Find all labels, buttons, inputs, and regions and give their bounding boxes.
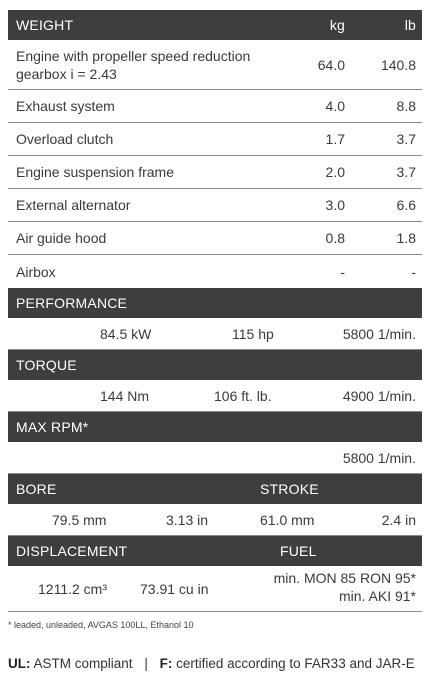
weight-lb: 1.8 <box>396 230 416 246</box>
weight-row <box>8 222 422 255</box>
unit-lb: lb <box>404 17 416 33</box>
legend-separator: | <box>144 656 148 671</box>
bore-mm: 79.5 mm <box>52 512 107 528</box>
displacement-heading: DISPLACEMENT <box>16 543 128 559</box>
weight-item-name: Engine suspension frame <box>16 164 174 180</box>
fuel-line1: min. MON 85 RON 95* <box>273 570 416 586</box>
weight-lb: 140.8 <box>380 56 416 73</box>
weight-header <box>8 10 422 40</box>
bore-in: 3.13 in <box>166 512 209 528</box>
torque-header <box>8 350 422 380</box>
torque-rpm: 4900 1/min. <box>342 388 416 404</box>
fuel-heading: FUEL <box>280 543 317 559</box>
weight-item-name-line2: gearbox i = 2.43 <box>16 65 117 82</box>
weight-kg: 4.0 <box>325 98 345 114</box>
spec-sheet <box>8 10 422 612</box>
stroke-heading: STROKE <box>260 481 319 497</box>
footnote: * leaded, unleaded, AVGAS 100LL, Ethanol 10 <box>8 620 194 630</box>
performance-values <box>8 318 422 350</box>
displacement-cuin: 73.91 cu in <box>140 581 209 597</box>
certification-legend <box>8 656 415 671</box>
displacement-fuel-values <box>8 566 422 612</box>
max-rpm-heading: MAX RPM* <box>16 419 89 435</box>
max-rpm-value: 5800 1/min. <box>342 450 416 466</box>
torque-values <box>8 380 422 412</box>
weight-row <box>8 90 422 123</box>
weight-item-name: External alternator <box>16 197 131 213</box>
weight-row <box>8 189 422 222</box>
weight-kg: 3.0 <box>325 197 345 213</box>
f-text: certified according to FAR33 and JAR-E <box>176 656 415 671</box>
weight-kg: 64.0 <box>317 56 345 73</box>
ul-text: ASTM compliant <box>33 656 133 671</box>
bore-stroke-values <box>8 504 422 536</box>
performance-heading: PERFORMANCE <box>16 295 128 311</box>
torque-nm: 144 Nm <box>100 388 150 404</box>
stroke-mm: 61.0 mm <box>260 512 315 528</box>
displacement-cm3: 1211.2 cm³ <box>38 581 107 597</box>
weight-row <box>8 156 422 189</box>
weight-lb: - <box>411 263 416 280</box>
torque-ftlb: 106 ft. lb. <box>214 388 272 404</box>
bore-stroke-header <box>8 474 422 504</box>
weight-kg: 2.0 <box>325 164 345 180</box>
weight-kg: 1.7 <box>325 131 345 147</box>
weight-item-name: Air guide hood <box>16 230 107 246</box>
weight-item-name: Airbox <box>16 263 56 280</box>
weight-lb: 3.7 <box>396 131 416 147</box>
weight-item-name: Exhaust system <box>16 98 115 114</box>
weight-lb: 6.6 <box>396 197 416 213</box>
ul-key: UL: <box>8 656 31 671</box>
power-kw: 84.5 kW <box>100 326 152 342</box>
power-hp: 115 hp <box>232 326 274 342</box>
weight-lb: 8.8 <box>396 98 416 114</box>
max-rpm-header <box>8 412 422 442</box>
weight-kg: 0.8 <box>325 230 345 246</box>
torque-heading: TORQUE <box>16 357 77 373</box>
weight-item-name <box>8 47 275 83</box>
weight-lb: 3.7 <box>396 164 416 180</box>
unit-kg: kg <box>329 17 345 33</box>
weight-row <box>8 123 422 156</box>
f-key: F: <box>159 656 173 671</box>
weight-kg: - <box>340 263 345 280</box>
performance-header <box>8 288 422 318</box>
weight-row <box>8 255 422 288</box>
weight-item-name-line1: Engine with propeller speed reduction <box>16 47 251 64</box>
max-rpm-values <box>8 442 422 474</box>
stroke-in: 2.4 in <box>381 512 416 528</box>
displacement-fuel-header <box>8 536 422 566</box>
weight-heading: WEIGHT <box>16 17 74 33</box>
weight-row <box>8 40 422 90</box>
weight-item-name: Overload clutch <box>16 131 114 147</box>
performance-rpm: 5800 1/min. <box>342 326 416 342</box>
bore-heading: BORE <box>16 481 57 497</box>
fuel-line2: min. AKI 91* <box>338 588 416 604</box>
